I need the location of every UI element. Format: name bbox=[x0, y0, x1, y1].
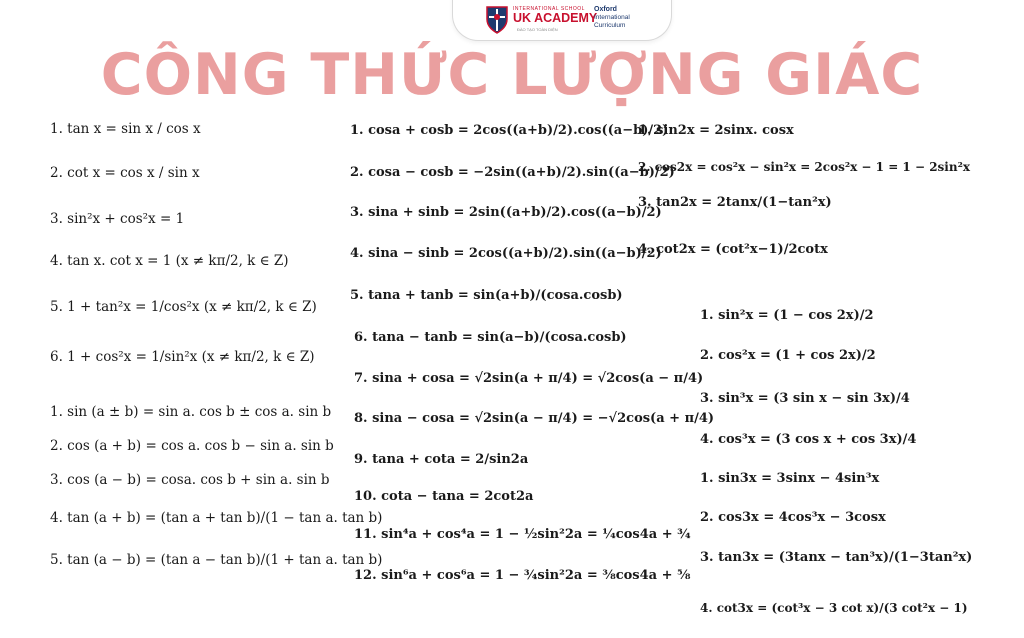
formula: 8. sina − cosa = √2sin(a − π/4) = −√2cos(a + π/4) bbox=[354, 411, 715, 426]
formula: 4. cos³x = (3 cos x + cos 3x)/4 bbox=[700, 432, 917, 447]
oxford-line-3: Curriculum bbox=[594, 22, 626, 29]
formula: 5. 1 + tan²x = 1/cos²x (x ≠ kπ/2, k ∈ Z) bbox=[50, 299, 317, 315]
formula: 4. sina − sinb = 2cos((a+b)/2).sin((a−b)/2) bbox=[350, 246, 662, 261]
formula: 6. tana − tanb = sin(a−b)/(cosa.cosb) bbox=[354, 330, 627, 345]
formula: 4. cot2x = (cot²x−1)/2cotx bbox=[638, 242, 828, 257]
formula: 1. sin (a ± b) = sin a. cos b ± cos a. sin b bbox=[50, 404, 332, 420]
formula: 1. sin3x = 3sinx − 4sin³x bbox=[700, 471, 880, 486]
formula: 2. cosa − cosb = −2sin((a+b)/2).sin((a−b)/2) bbox=[350, 165, 675, 180]
formula: 2. cos²x = (1 + cos 2x)/2 bbox=[700, 348, 876, 363]
formula: 9. tana + cota = 2/sin2a bbox=[354, 452, 529, 467]
formula: 3. tan3x = (3tanx − tan³x)/(1−3tan²x) bbox=[700, 550, 973, 565]
page-title: CÔNG THỨC LƯỢNG GIÁC bbox=[100, 42, 924, 108]
formula: 3. sin²x + cos²x = 1 bbox=[50, 211, 185, 227]
formula: 2. cot x = cos x / sin x bbox=[50, 165, 200, 181]
formula: 1. sin2x = 2sinx. cosx bbox=[638, 123, 794, 138]
oxford-line-2: International bbox=[594, 14, 630, 21]
school-label-small: INTERNATIONAL SCHOOL bbox=[513, 6, 585, 12]
formula: 2. cos2x = cos²x − sin²x = 2cos²x − 1 = 1 − 2sin²x bbox=[638, 160, 970, 174]
formula: 12. sin⁶a + cos⁶a = 1 − ¾sin²2a = ⅜cos4a + ⅝ bbox=[354, 568, 691, 583]
formula: 2. cos3x = 4cos³x − 3cosx bbox=[700, 510, 886, 525]
formula: 5. tana + tanb = sin(a+b)/(cosa.cosb) bbox=[350, 288, 623, 303]
formula: 6. 1 + cos²x = 1/sin²x (x ≠ kπ/2, k ∈ Z) bbox=[50, 349, 315, 365]
formula: 11. sin⁴a + cos⁴a = 1 − ½sin²2a = ¼cos4a + ¾ bbox=[354, 527, 691, 542]
formula: 3. tan2x = 2tanx/(1−tan²x) bbox=[638, 195, 832, 210]
formula: 1. tan x = sin x / cos x bbox=[50, 121, 201, 137]
school-name: UK ACADEMY bbox=[513, 11, 598, 25]
oxford-logo bbox=[594, 6, 630, 30]
formula: 1. sin²x = (1 − cos 2x)/2 bbox=[700, 308, 874, 323]
school-tagline: ĐÀO TẠO TOÀN DIỆN bbox=[517, 27, 558, 32]
formula: 4. tan (a + b) = (tan a + tan b)/(1 − tan a. tan b) bbox=[50, 510, 383, 526]
formula: 2. cos (a + b) = cos a. cos b − sin a. sin b bbox=[50, 438, 334, 454]
formula: 4. tan x. cot x = 1 (x ≠ kπ/2, k ∈ Z) bbox=[50, 253, 289, 269]
formula: 7. sina + cosa = √2sin(a + π/4) = √2cos(a − π/4) bbox=[354, 371, 704, 386]
school-crest-icon bbox=[484, 4, 510, 34]
formula: 3. sina + sinb = 2sin((a+b)/2).cos((a−b)/2) bbox=[350, 205, 662, 220]
oxford-line-1: Oxford bbox=[594, 6, 617, 13]
formula: 5. tan (a − b) = (tan a − tan b)/(1 + tan a. tan b) bbox=[50, 552, 383, 568]
formula: 10. cota − tana = 2cot2a bbox=[354, 489, 534, 504]
formula: 1. cosa + cosb = 2cos((a+b)/2).cos((a−b)/2) bbox=[350, 123, 669, 138]
formula: 3. sin³x = (3 sin x − sin 3x)/4 bbox=[700, 391, 910, 406]
formula: 3. cos (a − b) = cosa. cos b + sin a. sin b bbox=[50, 472, 330, 488]
formula: 4. cot3x = (cot³x − 3 cot x)/(3 cot²x − 1) bbox=[700, 601, 968, 615]
